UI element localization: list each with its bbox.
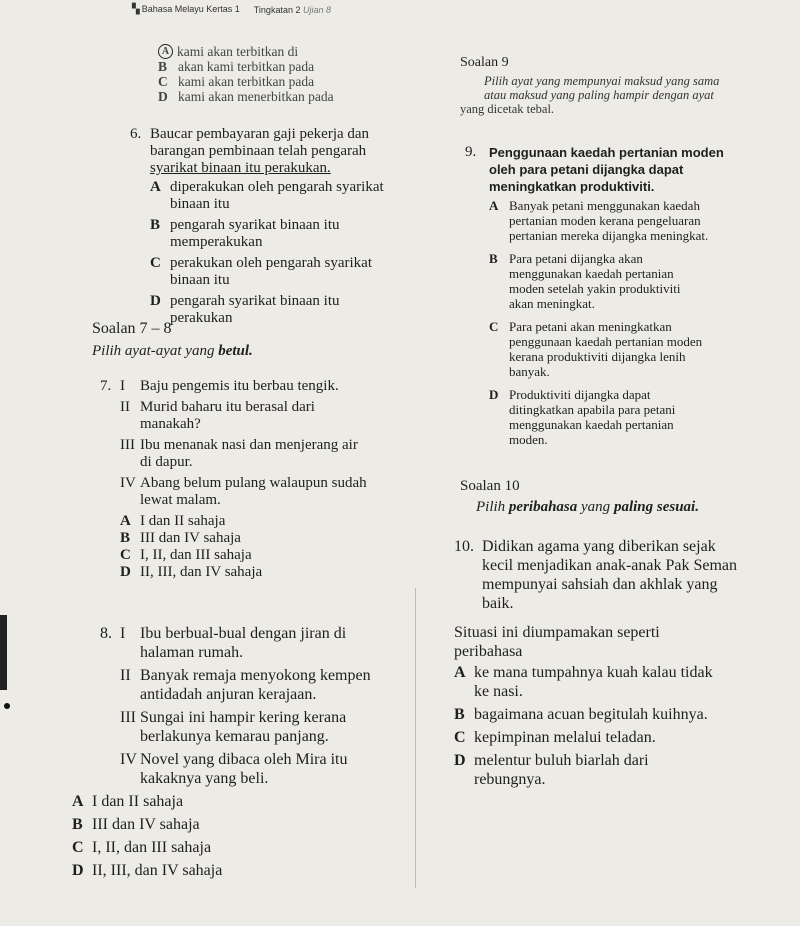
q8-item: III Sungai ini hampir kering kerana berlakunya kemarau panjang. [120,709,347,745]
q10-situation: Situasi ini diumpamakan seperti peribahasa [454,624,660,660]
section-instruction: Pilih peribahasa yang paling sesuai. [476,499,699,515]
section-title: Soalan 9 [460,55,509,70]
section-10-header [460,478,800,516]
q7-item: I Baju pengemis itu berbau tengik. [120,378,339,394]
header-level: Tingkatan 2 Ujian 8 [253,4,331,15]
section-instruction: Pilih ayat-ayat yang betul. [92,343,253,359]
book-logo-icon: ▚ [132,4,140,15]
column-divider [415,588,416,888]
q7-item: III Ibu menanak nasi dan menjerang air di dapur. [120,437,358,470]
page-header [132,4,331,15]
q10-options: A ke mana tumpahnya kuah kalau tidak ke nasi. B bagaimana acuan begitulah kuihnya. C kepimpinan melalui teladan. D melentur buluh biarlah dari rebungnya. [454,664,713,788]
q5-option: A kami akan terbitkan di [158,44,438,59]
q7-item: IV Abang belum pulang walaupun sudah lewat malam. [120,475,367,508]
q5-option: D kami akan menerbitkan pada [158,89,334,104]
q5-option: B akan kami terbitkan pada [158,59,315,74]
q8-item: IV Novel yang dibaca oleh Mira itu kakaknya yang beli. [120,751,348,787]
section-7-8-header [92,320,422,360]
q7-item: II Murid baharu itu berasal dari manakah? [120,399,315,432]
question-8: 8. I Ibu berbual-bual dengan jiran di halaman rumah. II Banyak remaja menyokong kempen antidadah anjuran kerajaan. III Sungai ini hampir kering kerana berlakunya kemarau panjang. IV Novel yang dibaca oleh Mira itu kakaknya yang beli. A I dan II sahaja B III dan IV sahaja C I, II, dan III sahaja D II, III, dan IV sahaja [100,624,430,880]
binder-mark [0,615,12,690]
q5-options [158,44,438,104]
header-book: Bahasa Melayu Kertas 1 [141,4,240,14]
section-title: Soalan 7 – 8 [92,320,172,337]
question-7: 7. I Baju pengemis itu berbau tengik. II Murid baharu itu berasal dari manakah? III Ibu menanak nasi dan menjerang air di dapur. IV Abang belum pulang walaupun sudah lewat malam. A I dan II sahaja B III dan IV sahaja C I, II, dan III sahaja D II, III, dan IV sahaja [100,378,430,581]
q8-item: I Ibu berbual-bual dengan jiran di halaman rumah. [120,625,347,661]
section-instruction: Pilih ayat yang mempunyai maksud yang sama atau maksud yang paling hampir dengan ayat [484,74,720,102]
question-10: 10. Didikan agama yang diberikan sejak kecil menjadikan anak-anak Pak Seman mempunyai sahsiah dan akhlak yang baik. Situasi ini diumpamakan seperti peribahasa A ke mana tumpahnya kuah kalau tidak ke nasi. B bagaimana acuan begitulah kuihnya. C kepimpinan melalui teladan. D melentur buluh biarlah dari rebungnya. [454,537,796,789]
q8-item: II Banyak remaja menyokong kempen antidadah anjuran kerajaan. [120,667,371,703]
section-title: Soalan 10 [460,478,520,494]
circled-answer-icon: A [158,44,173,59]
q8-options: A I dan II sahaja B III dan IV sahaja C I, II, dan III sahaja D II, III, dan IV sahaja [72,793,223,879]
q7-options: A I dan II sahaja B III dan IV sahaja C I, II, dan III sahaja D II, III, dan IV sahaja [120,513,263,580]
question-9: 9. Penggunaan kaedah pertanian moden oleh para petani dijangka dapat meningkatkan produktiviti. A Banyak petani menggunakan kaedah pertanian moden kerana pengeluaran pertanian mereka dijangka meningkat. B Para petani dijangka akan menggunakan kaedah pertanian moden setelah yakin produktiviti akan meningkat. C Para petani akan meningkatkan penggunaan kaedah pertanian moden kerana produktiviti dijangka lenih banyak. D Produktiviti dijangka dapat ditingkatkan apabila para petani menggunakan kaedah pertanian moden. [465,144,795,447]
q5-option: C kami akan terbitkan pada [158,74,315,89]
binder-dot [4,703,10,709]
section-9-header: Soalan 9 Pilih ayat yang mempunyai maksud yang sama atau maksud yang paling hampir dengan ayat yang dicetak tebal. [460,54,800,116]
q9-options: A Banyak petani menggunakan kaedah pertanian moden kerana pengeluaran pertanian mereka dijangka meningkat. B Para petani dijangka akan menggunakan kaedah pertanian moden setelah yakin produktiviti akan meningkat. C Para petani akan meningkatkan penggunaan kaedah pertanian moden kerana produktiviti dijangka lenih banyak. D Produktiviti dijangka dapat ditingkatkan apabila para petani menggunakan kaedah pertanian moden. [489,198,709,447]
q6-options: A diperakukan oleh pengarah syarikat binaan itu B pengarah syarikat binaan itu memperakukan C perakukan oleh pengarah syarikat binaan itu D pengarah syarikat binaan itu perakukan [150,179,384,326]
question-6: 6. Baucar pembayaran gaji pekerja dan barangan pembinaan telah pengarah syarikat binaan itu perakukan. A diperakukan oleh pengarah syarikat binaan itu B pengarah syarikat binaan itu memperakukan C perakukan oleh pengarah syarikat binaan itu D pengarah syarikat binaan itu perakukan [130,126,430,327]
